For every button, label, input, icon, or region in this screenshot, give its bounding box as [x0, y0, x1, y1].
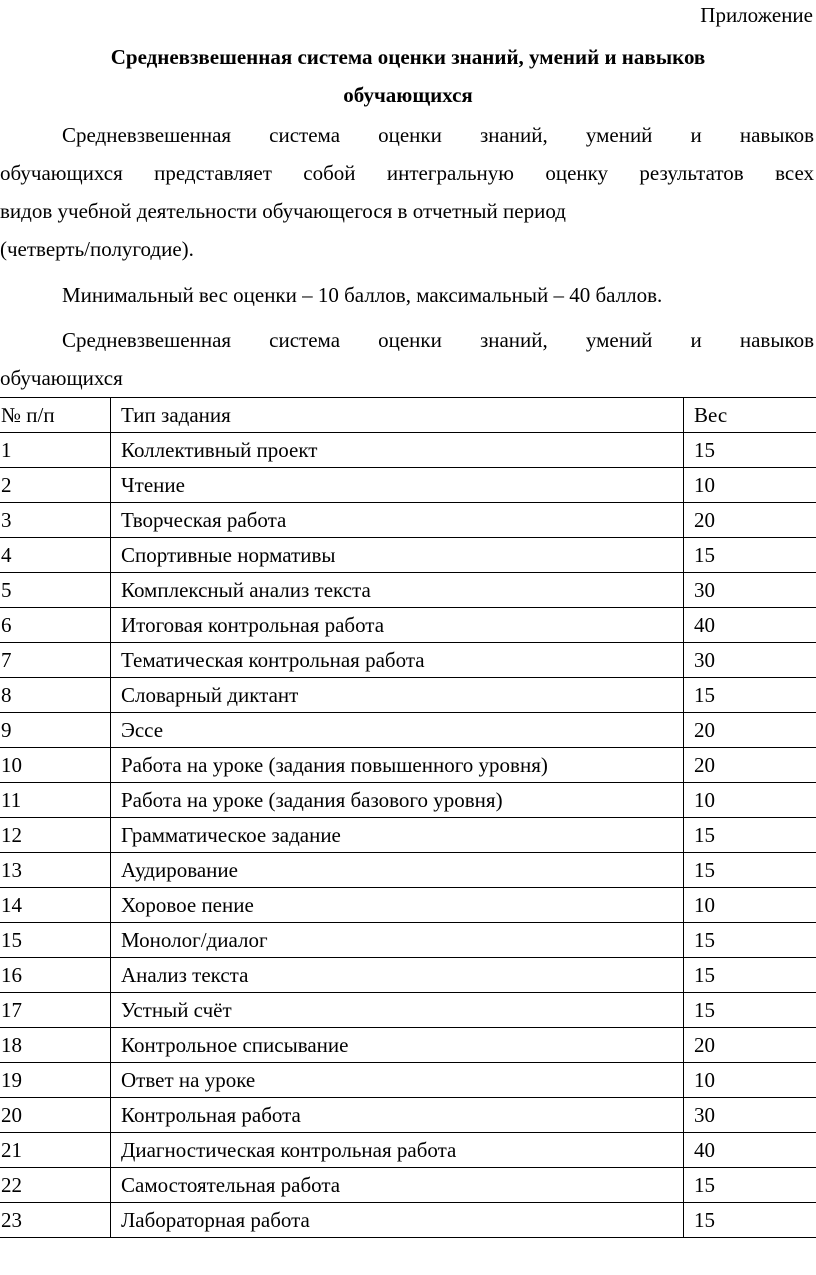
- row-task-type: Работа на уроке (задания базового уровня): [111, 783, 684, 818]
- row-number: 8: [0, 678, 111, 713]
- table-caption-line-1: Средневзвешенная система оценки знаний, умений и навыков: [62, 328, 814, 352]
- row-task-type: Монолог/диалог: [111, 923, 684, 958]
- row-task-type: Контрольная работа: [111, 1098, 684, 1133]
- table-row: [0, 503, 816, 538]
- row-number: 7: [0, 643, 111, 678]
- row-weight: 20: [684, 503, 816, 538]
- row-weight: 15: [684, 958, 816, 993]
- table-row: [0, 468, 816, 503]
- table-row: [0, 433, 816, 468]
- intro-line-2: обучающихся представляет собой интегральную оценку результатов всех: [0, 161, 814, 185]
- row-task-type: Словарный диктант: [111, 678, 684, 713]
- intro-paragraph: [0, 116, 814, 268]
- row-task-type: Творческая работа: [111, 503, 684, 538]
- row-weight: 15: [684, 1203, 816, 1238]
- row-number: 16: [0, 958, 111, 993]
- header-num: № п/п: [0, 398, 111, 433]
- row-number: 2: [0, 468, 111, 503]
- row-task-type: Грамматическое задание: [111, 818, 684, 853]
- row-task-type: Чтение: [111, 468, 684, 503]
- table-row: [0, 888, 816, 923]
- title-line-2: обучающихся: [343, 83, 473, 107]
- row-weight: 20: [684, 748, 816, 783]
- row-task-type: Анализ текста: [111, 958, 684, 993]
- row-weight: 20: [684, 713, 816, 748]
- table-row: [0, 643, 816, 678]
- row-number: 18: [0, 1028, 111, 1063]
- assessment-weights-table: [0, 397, 816, 1238]
- row-task-type: Итоговая контрольная работа: [111, 608, 684, 643]
- row-task-type: Диагностическая контрольная работа: [111, 1133, 684, 1168]
- intro-line-4: (четверть/полугодие).: [0, 237, 194, 261]
- table-row: [0, 678, 816, 713]
- table-row: [0, 1133, 816, 1168]
- row-task-type: Аудирование: [111, 853, 684, 888]
- row-weight: 15: [684, 538, 816, 573]
- row-weight: 40: [684, 608, 816, 643]
- row-task-type: Коллективный проект: [111, 433, 684, 468]
- row-number: 10: [0, 748, 111, 783]
- row-task-type: Комплексный анализ текста: [111, 573, 684, 608]
- weight-range-text: Минимальный вес оценки – 10 баллов, максимальный – 40 баллов.: [62, 283, 663, 307]
- row-weight: 40: [684, 1133, 816, 1168]
- header-weight: Вес: [684, 398, 816, 433]
- intro-line-1: Средневзвешенная система оценки знаний, умений и навыков: [62, 123, 814, 147]
- row-number: 3: [0, 503, 111, 538]
- row-weight: 10: [684, 1063, 816, 1098]
- header-type: Тип задания: [111, 398, 684, 433]
- table-caption-line-2: обучающихся: [0, 366, 123, 390]
- row-number: 17: [0, 993, 111, 1028]
- table-header-row: [0, 398, 816, 433]
- table-row: [0, 1203, 816, 1238]
- table-row: [0, 1028, 816, 1063]
- table-row: [0, 538, 816, 573]
- row-weight: 30: [684, 643, 816, 678]
- table-row: [0, 1098, 816, 1133]
- row-number: 4: [0, 538, 111, 573]
- appendix-label: Приложение: [700, 3, 813, 27]
- row-weight: 15: [684, 853, 816, 888]
- table-row: [0, 713, 816, 748]
- document-title: [0, 38, 816, 114]
- row-number: 13: [0, 853, 111, 888]
- row-weight: 15: [684, 993, 816, 1028]
- table-caption: [0, 321, 814, 397]
- row-number: 22: [0, 1168, 111, 1203]
- table-row: [0, 923, 816, 958]
- row-task-type: Работа на уроке (задания повышенного уровня): [111, 748, 684, 783]
- table-body: [0, 398, 816, 1238]
- row-weight: 20: [684, 1028, 816, 1063]
- row-weight: 10: [684, 783, 816, 818]
- table-row: [0, 993, 816, 1028]
- row-weight: 10: [684, 468, 816, 503]
- row-task-type: Тематическая контрольная работа: [111, 643, 684, 678]
- title-line-1: Средневзвешенная система оценки знаний, умений и навыков: [110, 45, 706, 69]
- table-row: [0, 1063, 816, 1098]
- row-task-type: Ответ на уроке: [111, 1063, 684, 1098]
- row-weight: 15: [684, 678, 816, 713]
- row-task-type: Хоровое пение: [111, 888, 684, 923]
- row-task-type: Устный счёт: [111, 993, 684, 1028]
- row-weight: 15: [684, 923, 816, 958]
- row-number: 14: [0, 888, 111, 923]
- table-row: [0, 573, 816, 608]
- row-task-type: Эссе: [111, 713, 684, 748]
- table-row: [0, 783, 816, 818]
- row-task-type: Контрольное списывание: [111, 1028, 684, 1063]
- row-number: 15: [0, 923, 111, 958]
- weight-range-paragraph: [0, 276, 814, 314]
- table-row: [0, 958, 816, 993]
- table-row: [0, 853, 816, 888]
- row-weight: 15: [684, 1168, 816, 1203]
- row-weight: 30: [684, 573, 816, 608]
- table-row: [0, 1168, 816, 1203]
- row-weight: 30: [684, 1098, 816, 1133]
- row-number: 12: [0, 818, 111, 853]
- table-row: [0, 748, 816, 783]
- table-row: [0, 818, 816, 853]
- row-weight: 10: [684, 888, 816, 923]
- row-weight: 15: [684, 818, 816, 853]
- row-weight: 15: [684, 433, 816, 468]
- table-row: [0, 608, 816, 643]
- row-number: 23: [0, 1203, 111, 1238]
- row-number: 6: [0, 608, 111, 643]
- row-number: 11: [0, 783, 111, 818]
- row-task-type: Лабораторная работа: [111, 1203, 684, 1238]
- row-number: 21: [0, 1133, 111, 1168]
- row-number: 20: [0, 1098, 111, 1133]
- row-task-type: Самостоятельная работа: [111, 1168, 684, 1203]
- row-number: 5: [0, 573, 111, 608]
- row-number: 9: [0, 713, 111, 748]
- row-number: 1: [0, 433, 111, 468]
- intro-line-3: видов учебной деятельности обучающегося в отчетный период: [0, 199, 566, 223]
- row-task-type: Спортивные нормативы: [111, 538, 684, 573]
- row-number: 19: [0, 1063, 111, 1098]
